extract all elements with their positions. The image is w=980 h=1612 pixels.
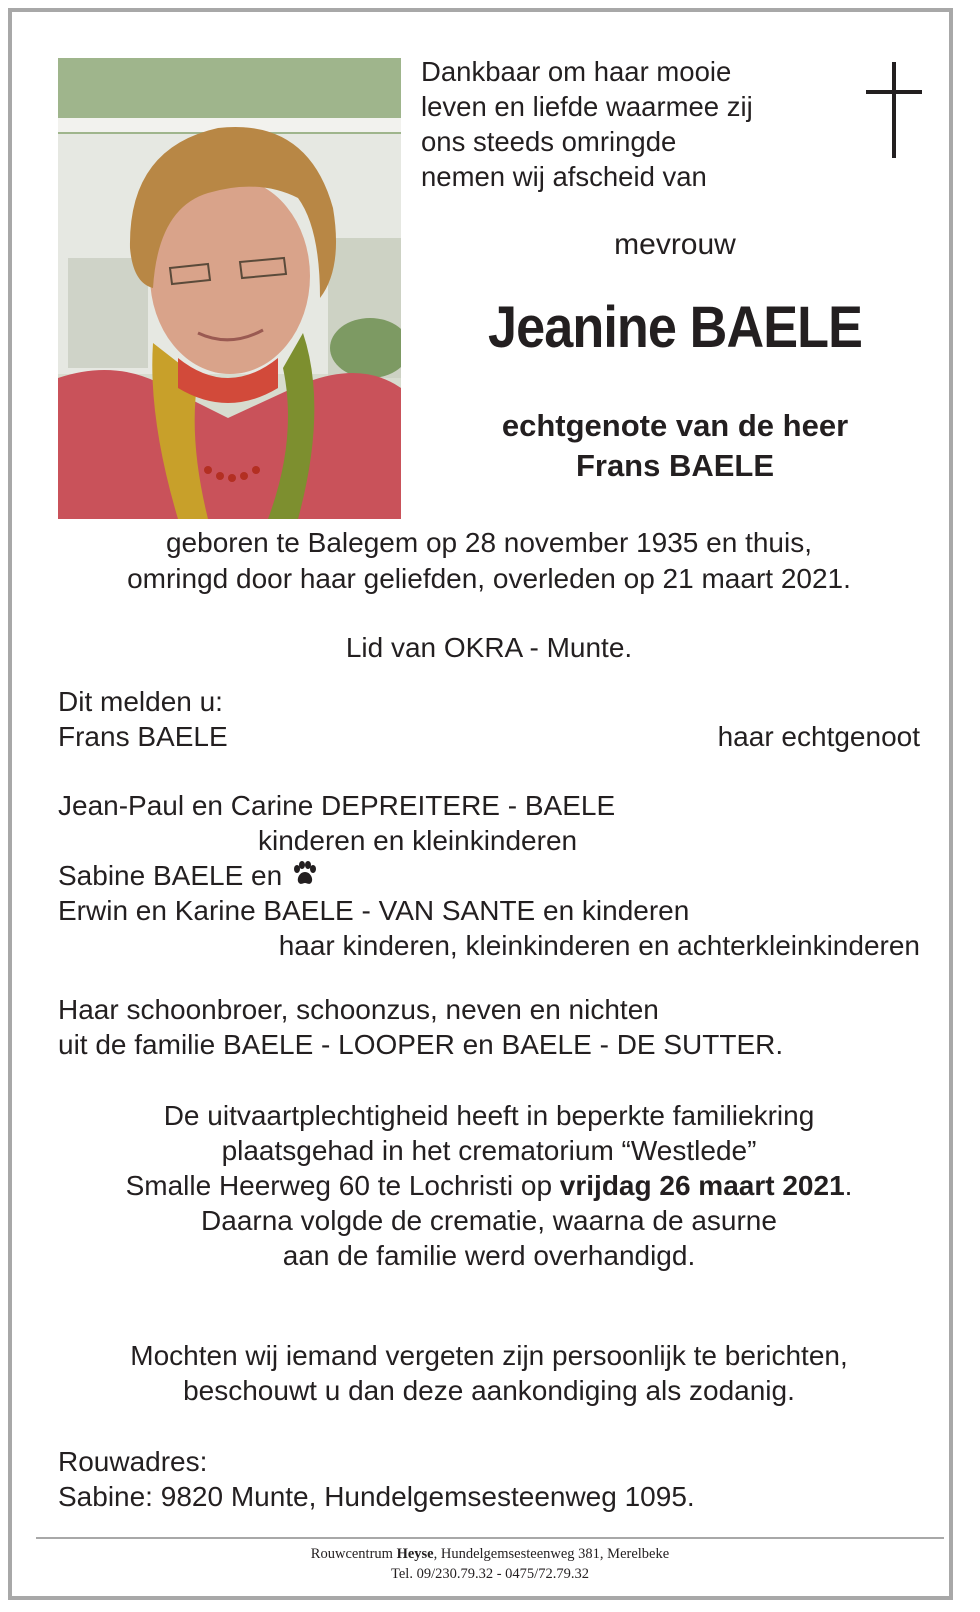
membership-text: Lid van OKRA - Munte. xyxy=(345,632,633,663)
family-announcement xyxy=(58,684,920,754)
address-line: Sabine: 9820 Munte, Hundelgemsesteenweg 1095. xyxy=(58,1481,695,1512)
funeral-home-phones: Tel. 09/230.79.32 - 0475/72.79.32 xyxy=(391,1566,589,1582)
address-block xyxy=(58,1444,920,1514)
intro-text xyxy=(421,54,841,194)
honorific: mevrouw xyxy=(614,228,736,261)
intro-line: ons steeds omringde xyxy=(421,126,677,157)
ceremony-line: aan de familie werd overhandigd. xyxy=(282,1240,696,1271)
ceremony-line xyxy=(58,1168,920,1203)
husband-row xyxy=(58,719,920,754)
husband-name: Frans BAELE xyxy=(58,721,228,752)
intro-line: Dankbaar om haar mooie xyxy=(421,56,732,87)
ceremony-date: vrijdag 26 maart 2021 xyxy=(559,1170,845,1201)
intro-line: nemen wij afscheid van xyxy=(421,161,707,192)
husband-role: haar echtgenoot xyxy=(717,721,920,752)
footer-company: Heyse xyxy=(396,1546,434,1562)
paw-icon xyxy=(290,860,318,888)
death-line: omringd door haar geliefden, overleden op 21 maart 2021. xyxy=(127,563,851,594)
ceremony-line: plaatsgehad in het crematorium “Westlede” xyxy=(221,1135,757,1166)
footer-address: , Hundelgemsesteenweg 381, Merelbeke xyxy=(433,1546,670,1562)
child-line: Jean-Paul en Carine DEPREITERE - BAELE xyxy=(58,790,616,821)
footer-divider xyxy=(36,1537,944,1539)
ceremony-block xyxy=(58,1098,920,1273)
spouse-name: Frans BAELE xyxy=(575,448,775,483)
family-heading: Dit melden u: xyxy=(58,686,223,717)
relatives-line: Haar schoonbroer, schoonzus, neven en nichten xyxy=(58,994,659,1025)
spouse-line: echtgenote van de heer xyxy=(501,408,849,443)
ceremony-line: Daarna volgde de crematie, waarna de asurne xyxy=(201,1205,777,1236)
ceremony-period: . xyxy=(844,1170,853,1201)
ceremony-location: Smalle Heerweg 60 te Lochristi op xyxy=(125,1170,560,1201)
birth-line: geboren te Balegem op 28 november 1935 en thuis, xyxy=(165,527,812,558)
relatives-block xyxy=(58,992,920,1062)
ceremony-line: De uitvaartplechtigheid heeft in beperkte familiekring xyxy=(163,1100,815,1131)
child-name: Sabine BAELE en xyxy=(58,860,283,891)
notice-block xyxy=(58,1338,920,1408)
spouse-info xyxy=(421,406,929,486)
deceased-name: Jeanine BAELE xyxy=(487,295,863,360)
address-heading: Rouwadres: xyxy=(58,1446,208,1477)
child-role: kinderen en kleinkinderen xyxy=(258,825,578,856)
cross-icon xyxy=(866,62,922,158)
funeral-home-footer xyxy=(36,1544,944,1584)
children-role: haar kinderen, kleinkinderen en achterkleinkinderen xyxy=(278,930,920,961)
intro-line: leven en liefde waarmee zij xyxy=(421,91,753,122)
notice-line: Mochten wij iemand vergeten zijn persoonlijk te berichten, xyxy=(130,1340,848,1371)
relatives-line: uit de familie BAELE - LOOPER en BAELE - DE SUTTER. xyxy=(58,1029,784,1060)
footer-prefix: Rouwcentrum xyxy=(310,1546,397,1562)
notice-line: beschouwt u dan deze aankondiging als zodanig. xyxy=(183,1375,795,1406)
child-line: Erwin en Karine BAELE - VAN SANTE en kinderen xyxy=(58,895,690,926)
children-block xyxy=(58,788,920,963)
funeral-home-line xyxy=(36,1544,944,1564)
portrait-photo xyxy=(58,58,401,519)
child-line xyxy=(58,858,920,893)
birth-death-text xyxy=(58,525,920,597)
